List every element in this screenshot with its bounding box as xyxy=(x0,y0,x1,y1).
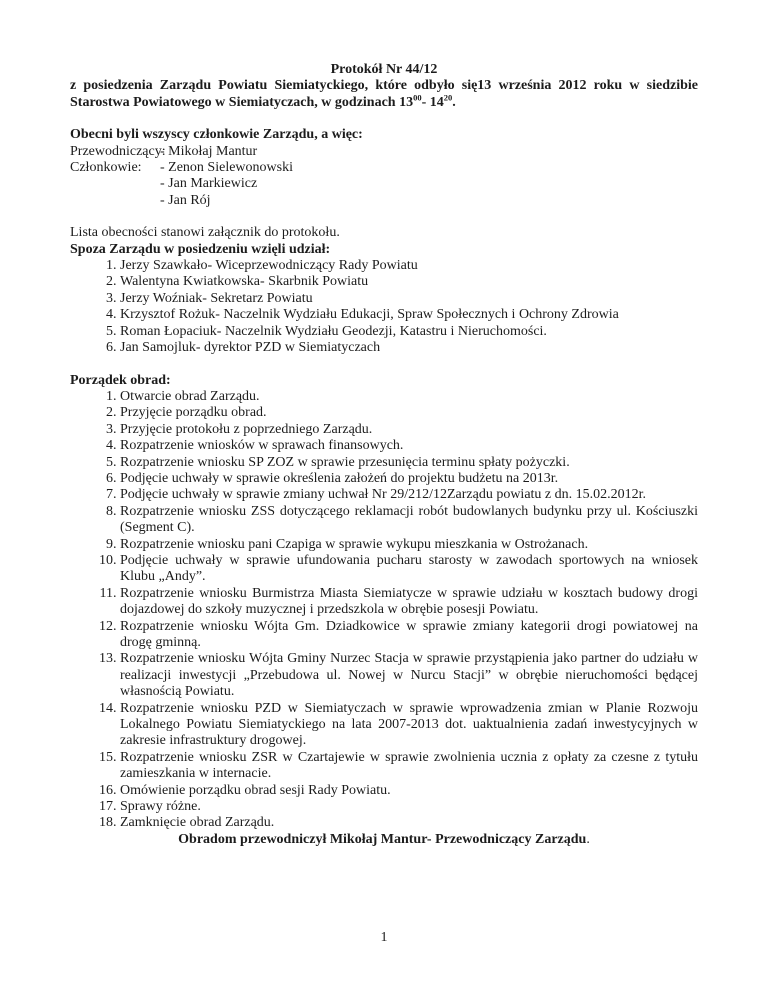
present-row-label xyxy=(70,176,160,192)
agenda-item: 8. Rozpatrzenie wniosku ZSS dotyczącego reklamacji robót budowlanych budynku przy ul. Kościuszki (Segment C). xyxy=(120,504,698,537)
present-row xyxy=(70,193,698,209)
present-row xyxy=(70,144,698,160)
intro-text-1: z posiedzenia Zarządu Powiatu Siemiatyckiego, które odbyło się13 września 2012 roku w siedzibie Starostwa Powiatowego w Siemiatyczach, w godzinach 13 xyxy=(70,78,698,110)
doc-title: Protokół Nr 44/12 xyxy=(330,62,438,77)
guest-item: 1. Jerzy Szawkało- Wiceprzewodniczący Rady Powiatu xyxy=(120,258,698,274)
agenda-heading: Porządek obrad: xyxy=(70,372,171,388)
agenda-item: 3. Przyjęcie protokołu z poprzedniego Zarządu. xyxy=(120,422,698,438)
agenda-item: 11. Rozpatrzenie wniosku Burmistrza Miasta Siemiatycze w sprawie udziału w kosztach budowy drogi dojazdowej do szkoły muzycznej i przedszkola w obrębie posesji Powiatu. xyxy=(120,586,698,619)
intro-text-2: - 14 xyxy=(421,94,444,110)
agenda-section xyxy=(70,373,698,832)
present-row-value: - Jan Rój xyxy=(160,192,211,208)
agenda-item: 12. Rozpatrzenie wniosku Wójta Gm. Dziadkowice w sprawie zmiany kategorii drogi powiatowej na drogę gminną. xyxy=(120,619,698,652)
present-section xyxy=(70,127,698,209)
agenda-item: 7. Podjęcie uchwały w sprawie zmiany uchwał Nr 29/212/12Zarządu powiatu z dn. 15.02.2012r. xyxy=(120,487,698,503)
present-row-label: Członkowie: xyxy=(70,160,142,176)
page-number: 1 xyxy=(380,930,388,945)
present-row-label: Przewodniczący: xyxy=(70,143,166,159)
closing-period: . xyxy=(586,831,590,847)
agenda-item: 16. Omówienie porządku obrad sesji Rady Powiatu. xyxy=(120,783,698,799)
present-row-value: - Mikołaj Mantur xyxy=(160,143,258,159)
guest-item: 5. Roman Łopaciuk- Naczelnik Wydziału Geodezji, Katastru i Nieruchomości. xyxy=(120,324,698,340)
closing-line xyxy=(70,832,698,848)
present-row-value: - Jan Markiewicz xyxy=(160,176,258,192)
intro-text-3: . xyxy=(452,94,456,110)
guests-heading: Spoza Zarządu w posiedzeniu wzięli udział: xyxy=(70,241,331,257)
present-row-value: - Zenon Sielewonowski xyxy=(160,160,293,176)
hours-superscript-end: 20 xyxy=(443,92,453,103)
guests-list xyxy=(70,258,698,356)
guest-item: 4. Krzysztof Rożuk- Naczelnik Wydziału Edukacji, Spraw Społecznych i Ochrony Zdrowia xyxy=(120,307,698,323)
guest-item: 2. Walentyna Kwiatkowska- Skarbnik Powiatu xyxy=(120,274,698,290)
agenda-item: 2. Przyjęcie porządku obrad. xyxy=(120,405,698,421)
present-row-label xyxy=(70,193,160,209)
attendance-note: Lista obecności stanowi załącznik do protokołu. xyxy=(70,225,340,241)
agenda-item: 5. Rozpatrzenie wniosku SP ZOZ w sprawie przesunięcia terminu spłaty pożyczki. xyxy=(120,455,698,471)
agenda-item: 4. Rozpatrzenie wniosków w sprawach finansowych. xyxy=(120,438,698,454)
guests-section xyxy=(70,242,698,357)
guest-item: 3. Jerzy Woźniak- Sekretarz Powiatu xyxy=(120,291,698,307)
agenda-list xyxy=(70,389,698,832)
intro-paragraph xyxy=(70,78,698,111)
agenda-item: 18. Zamknięcie obrad Zarządu. xyxy=(120,815,698,831)
agenda-item: 14. Rozpatrzenie wniosku PZD w Siemiatyczach w sprawie wprowadzenia zmian w Planie Rozwoju Lokalnego Powiatu Siemiatyckiego na lata 2007-2013 dot. uaktualnienia zadań inwestycyjnych w zakresie infrastruktury drogowej. xyxy=(120,701,698,750)
hours-superscript-start: 00 xyxy=(413,92,422,103)
agenda-item: 1. Otwarcie obrad Zarządu. xyxy=(120,389,698,405)
closing-bold-text: Obradom przewodniczył Mikołaj Mantur- Przewodniczący Zarządu xyxy=(178,831,587,847)
present-row xyxy=(70,176,698,192)
agenda-item: 9. Rozpatrzenie wniosku pani Czapiga w sprawie wykupu mieszkania w Ostrożanach. xyxy=(120,537,698,553)
present-heading: Obecni byli wszyscy członkowie Zarządu, a więc: xyxy=(70,127,363,143)
agenda-item: 13. Rozpatrzenie wniosku Wójta Gminy Nurzec Stacja w sprawie przystąpienia jako partner do udziału w realizacji inwestycji „Przebudowa ul. Nowej w Nurcu Stacji” w obrębie nieruchomości będącej własnością Powiatu. xyxy=(120,651,698,700)
agenda-item: 15. Rozpatrzenie wniosku ZSR w Czartajewie w sprawie zwolnienia ucznia z opłaty za czesne z tytułu zamieszkania w internacie. xyxy=(120,750,698,783)
present-row xyxy=(70,160,698,176)
guest-item: 6. Jan Samojluk- dyrektor PZD w Siemiatyczach xyxy=(120,340,698,356)
agenda-item: 6. Podjęcie uchwały w sprawie określenia założeń do projektu budżetu na 2013r. xyxy=(120,471,698,487)
agenda-item: 17. Sprawy różne. xyxy=(120,799,698,815)
agenda-item: 10. Podjęcie uchwały w sprawie ufundowania pucharu starosty w zawodach sportowych na wniosek Klubu „Andy”. xyxy=(120,553,698,586)
